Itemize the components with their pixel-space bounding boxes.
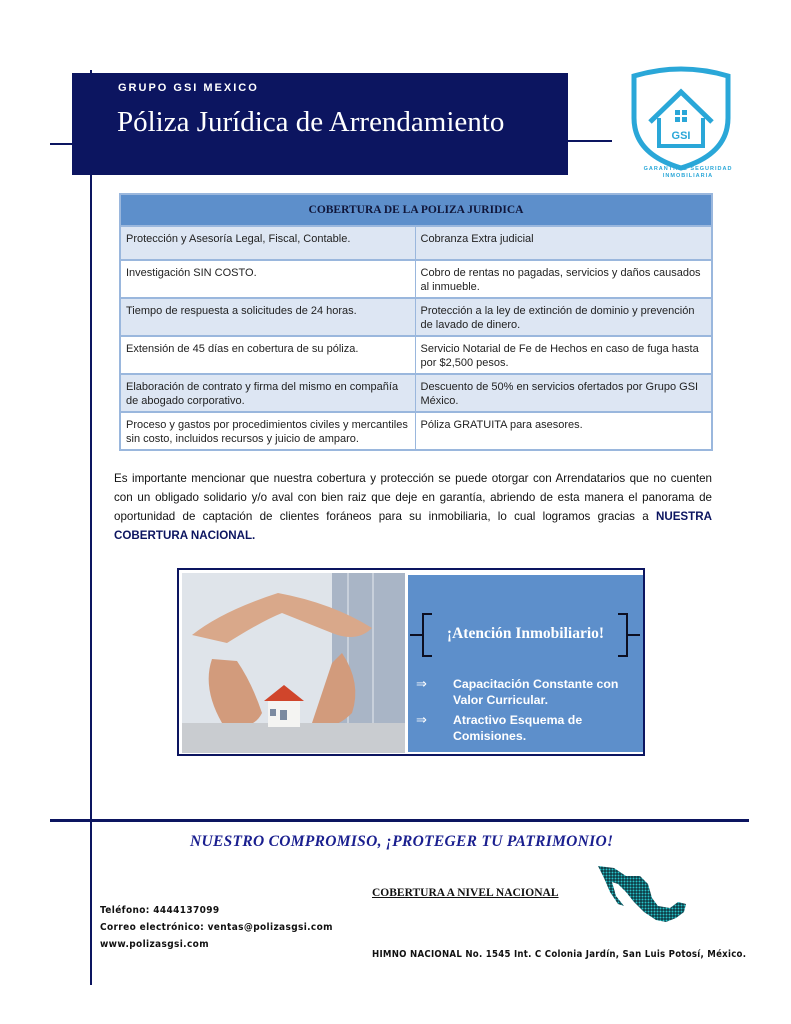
footer-rule: [50, 819, 749, 822]
table-cell: Extensión de 45 días en cobertura de su póliza.: [120, 336, 415, 374]
list-item: [416, 712, 638, 744]
page-title: Póliza Jurídica de Arrendamiento: [117, 106, 505, 138]
promo-panel: [177, 568, 645, 756]
table-cell: Póliza GRATUITA para asesores.: [415, 412, 712, 450]
mexico-map-icon: [596, 862, 692, 932]
paragraph-highlight: NUESTRA COBERTURA NACIONAL.: [114, 510, 712, 542]
double-arrow-icon: ⇒: [416, 712, 427, 727]
table-cell: Proceso y gastos por procedimientos civiles y mercantiles sin costo, incluidos recursos y juicio de amparo.: [120, 412, 415, 450]
national-coverage-label: COBERTURA A NIVEL NACIONAL: [372, 887, 559, 899]
table-cell: Cobro de rentas no pagadas, servicios y daños causados al inmueble.: [415, 260, 712, 298]
coverage-paragraph: [114, 469, 712, 545]
hands-protecting-house-image: [182, 573, 405, 753]
contact-email[interactable]: Correo electrónico: ventas@polizasgsi.com: [100, 922, 333, 933]
slogan: NUESTRO COMPROMISO, ¡PROTEGER TU PATRIMONIO!: [190, 833, 614, 850]
table-row: [120, 298, 712, 336]
list-item-text: Atractivo Esquema de Comisiones.: [453, 713, 583, 743]
table-row: [120, 336, 712, 374]
table-row: [120, 226, 712, 260]
logo-caption: GARANTÍA & SEGURIDAD INMOBILIARIA: [643, 166, 733, 179]
table-row: [120, 260, 712, 298]
contact-website[interactable]: www.polizasgsi.com: [100, 939, 209, 950]
attention-title: ¡Atención Inmobiliario!: [446, 625, 605, 642]
table-row: [120, 374, 712, 412]
table-cell: Protección y Asesoría Legal, Fiscal, Contable.: [120, 226, 415, 260]
paragraph-text: Es importante mencionar que nuestra cobertura y protección se puede otorgar con Arrendatarios que no cuenten con un obligado solidario y/o aval con bien raiz que deje en garantía, abriendo de esta manera el panorama de oportunidad de captación de clientes foráneos para su inmobiliaria, lo cual logramos gracias a: [114, 472, 712, 523]
table-cell: Descuento de 50% en servicios ofertados por Grupo GSI México.: [415, 374, 712, 412]
list-item: [416, 676, 638, 708]
table-cell: Investigación SIN COSTO.: [120, 260, 415, 298]
table-cell: Protección a la ley de extinción de dominio y prevención de lavado de dinero.: [415, 298, 712, 336]
list-item-text: Capacitación Constante con Valor Curricular.: [453, 677, 619, 707]
table-cell: Servicio Notarial de Fe de Hechos en caso de fuga hasta por $2,500 pesos.: [415, 336, 712, 374]
table-row: [120, 412, 712, 450]
attention-box: [408, 575, 643, 752]
left-vertical-rule: [90, 70, 92, 985]
table-cell: Elaboración de contrato y firma del mismo en compañía de abogado corporativo.: [120, 374, 415, 412]
header-org-name: GRUPO GSI MEXICO: [118, 82, 259, 94]
header-rule-left: [50, 143, 72, 145]
header-rule-right: [568, 140, 612, 142]
table-cell: Tiempo de respuesta a solicitudes de 24 horas.: [120, 298, 415, 336]
address: HIMNO NACIONAL No. 1545 Int. C Colonia Jardín, San Luis Potosí, México.: [372, 949, 747, 960]
contact-phone: Teléfono: 4444137099: [100, 905, 220, 916]
coverage-table-title: COBERTURA DE LA POLIZA JURIDICA: [120, 194, 712, 226]
double-arrow-icon: ⇒: [416, 676, 427, 691]
coverage-table: [119, 193, 713, 451]
table-cell: Cobranza Extra judicial: [415, 226, 712, 260]
logo-text: GSI: [671, 130, 691, 142]
